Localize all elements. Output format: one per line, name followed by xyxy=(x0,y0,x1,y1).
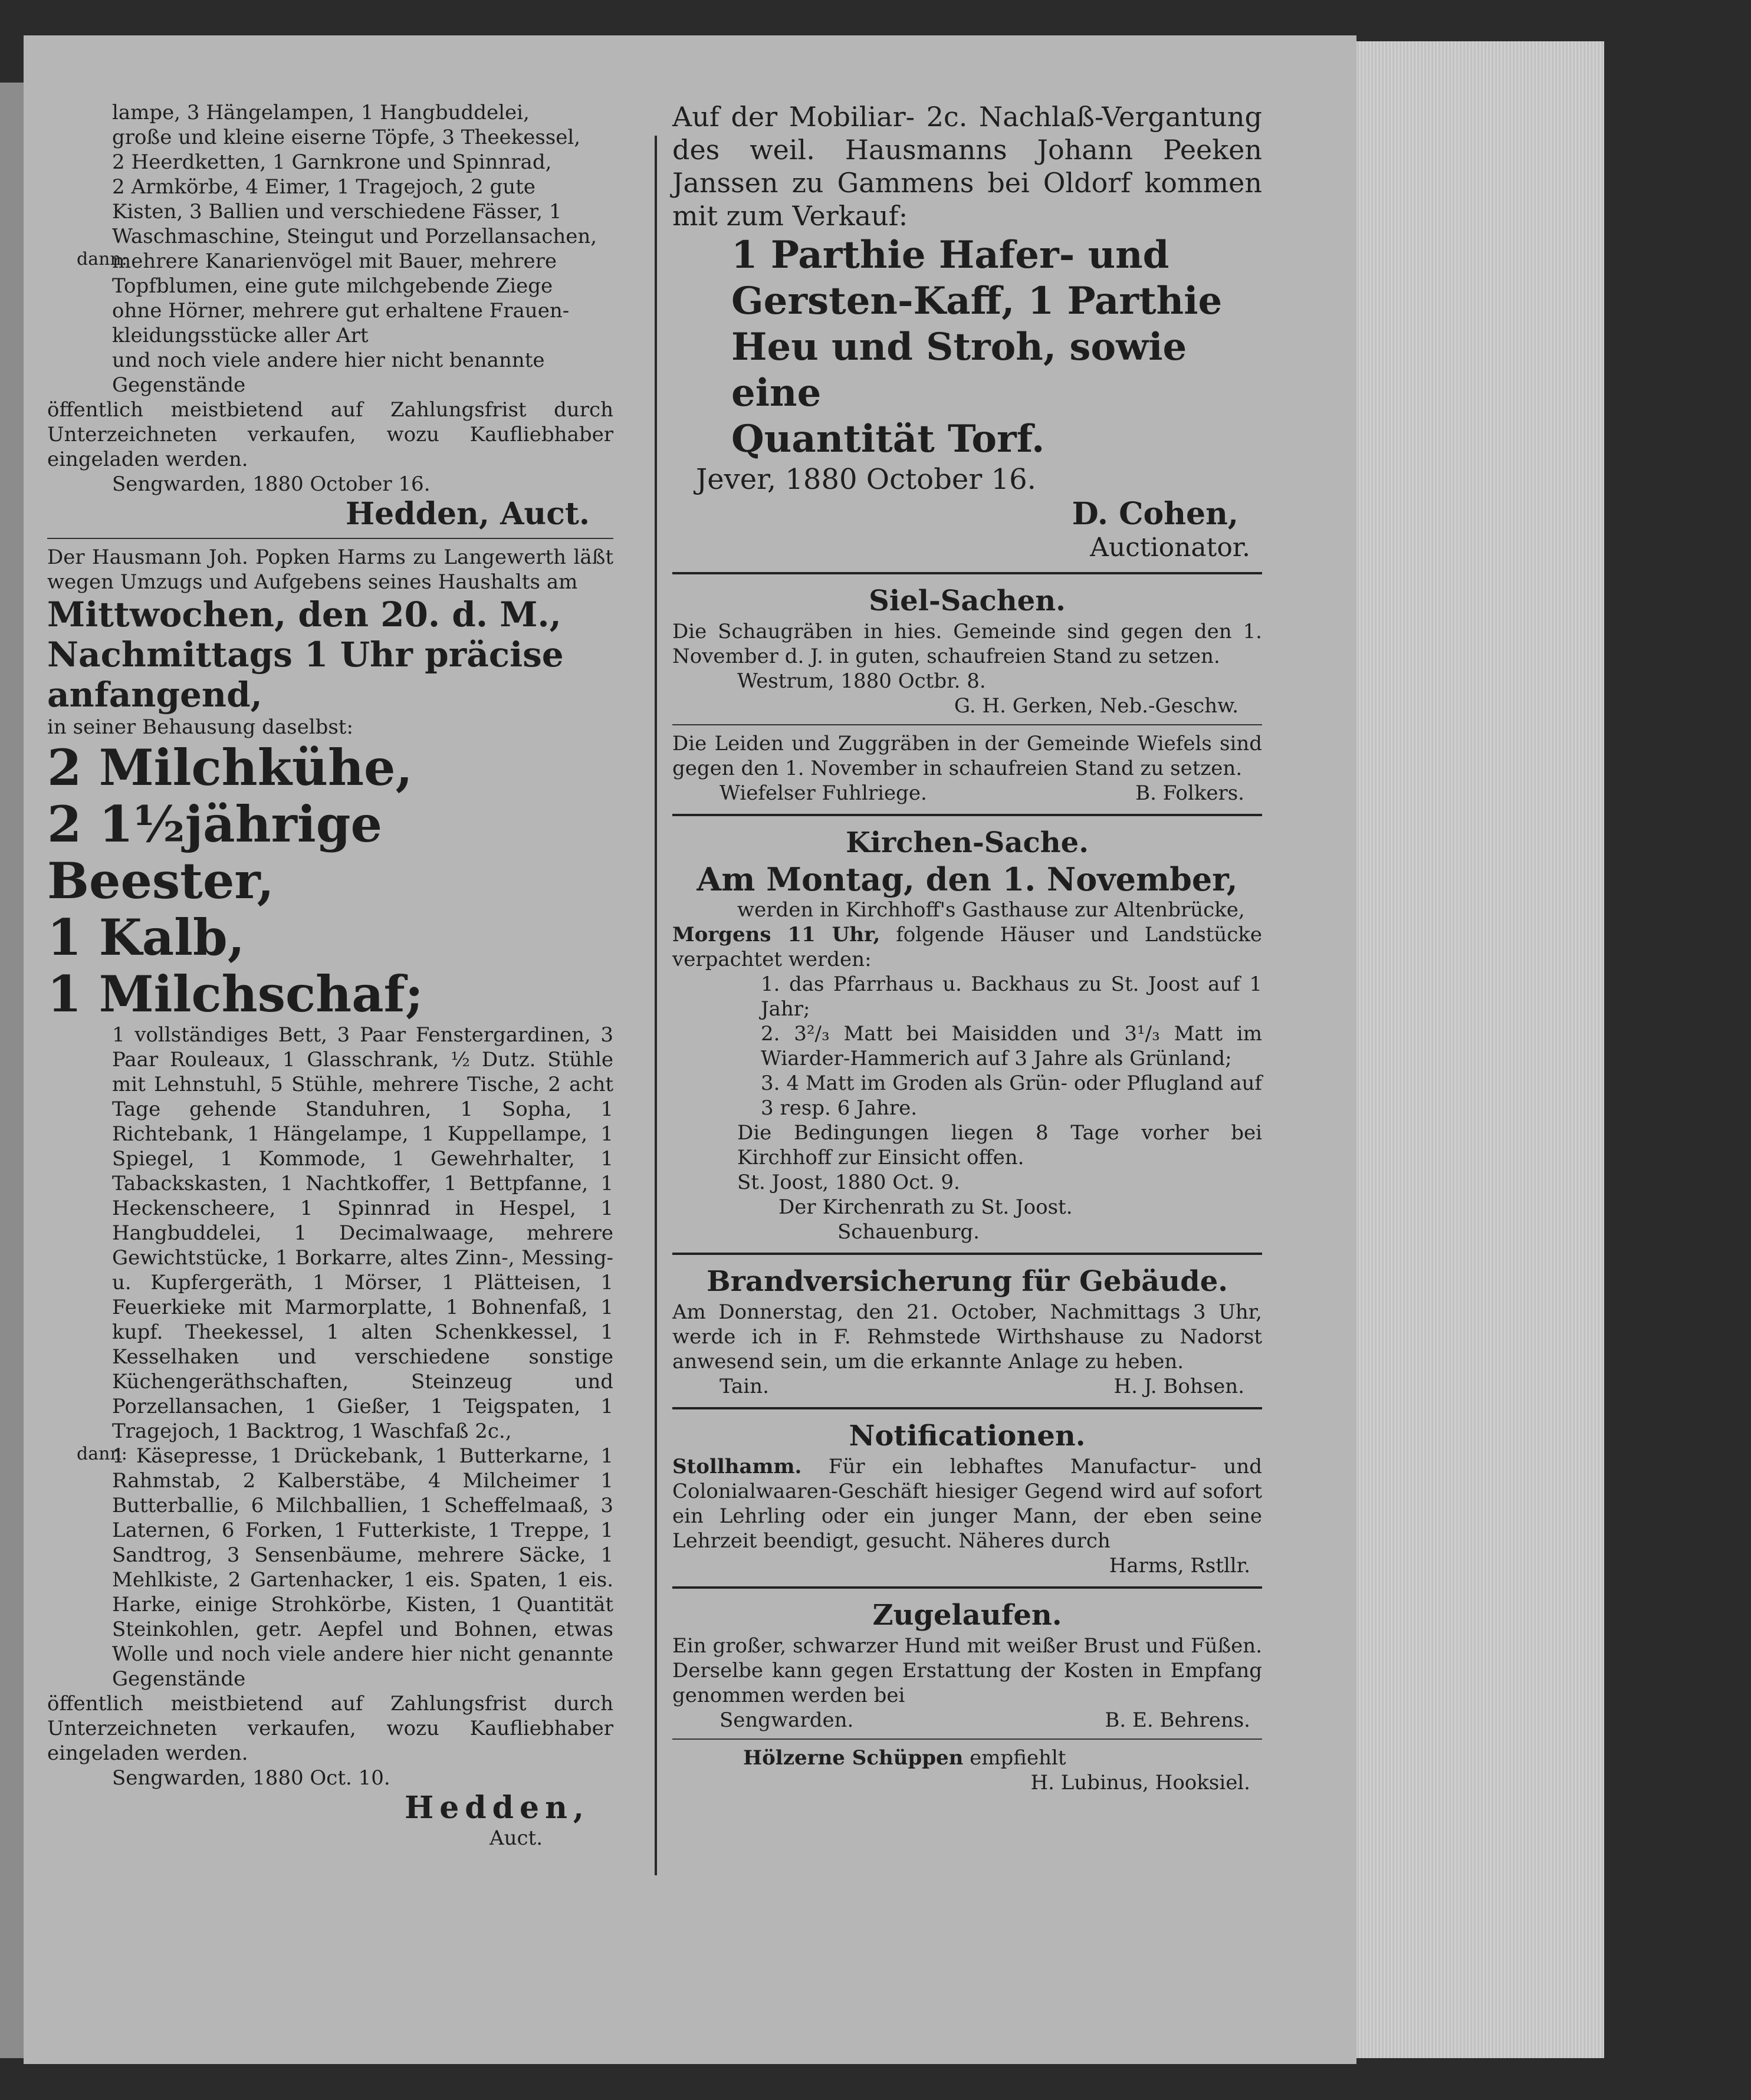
signature-row xyxy=(672,1708,1262,1733)
dann-block xyxy=(47,1444,613,1691)
big-item: 1 Kalb, xyxy=(47,908,245,967)
item-list xyxy=(47,100,613,397)
closing-text: öffentlich meistbietend auf Zahlungsfrist durch Unterzeichneten verkaufen, wozu Kaufliebhaber eingeladen werden. xyxy=(47,398,613,471)
signature: Hedden, xyxy=(405,1790,590,1826)
place: Tain. xyxy=(720,1375,769,1398)
signature: B. Folkers. xyxy=(1135,781,1244,805)
zugelaufen-ad xyxy=(672,1597,1262,1733)
brandversicherung-ad xyxy=(672,1263,1262,1399)
signature: Hedden, Auct. xyxy=(346,496,590,532)
place-date: Jever, 1880 October 16. xyxy=(696,463,1036,496)
intro-text: Auf der Mobiliar- 2c. Nachlaß-Vergantung des weil. Hausmanns Johann Peeken Janssen zu Gammens bei Oldorf kommen mit zum Verkauf: xyxy=(672,101,1262,232)
section-heading: Kirchen-Sache. xyxy=(846,826,1089,859)
big-line: 1 Parthie Hafer- und xyxy=(731,233,1169,277)
auction-ad-1 xyxy=(47,100,613,532)
section-heading: Zugelaufen. xyxy=(872,1599,1062,1632)
big-line: Heu und Stroh, sowie eine xyxy=(731,325,1187,415)
conditions-text: Die Bedingungen liegen 8 Tage vorher bei Kirchhoff zur Einsicht offen. xyxy=(737,1121,1262,1169)
lease-item: 3. 4 Matt im Groden als Grün- oder Pflugland auf 3 resp. 6 Jahre. xyxy=(761,1072,1262,1120)
body-text: Die Leiden und Zuggräben in der Gemeinde Wiefels sind gegen den 1. November in schaufreien Stand zu setzen. xyxy=(672,732,1262,780)
item-line: Kisten, 3 Ballien und verschiedene Fässer, 1 xyxy=(112,200,562,224)
signature: Der Kirchenrath zu St. Joost. xyxy=(778,1195,1073,1219)
signature: H. J. Bohsen. xyxy=(1113,1375,1244,1398)
signature: G. H. Gerken, Neb.-Geschw. xyxy=(954,694,1238,718)
signature: D. Cohen, xyxy=(1072,496,1238,532)
signature: Harms, Rstllr. xyxy=(1109,1554,1250,1578)
section-heading: Brandversicherung für Gebäude. xyxy=(707,1265,1228,1298)
item-line: Waschmaschine, Steingut und Porzellansachen, xyxy=(112,225,597,248)
divider xyxy=(672,1253,1262,1255)
signature: H. Lubinus, Hooksiel. xyxy=(1030,1771,1250,1795)
item-line: große und kleine eiserne Töpfe, 3 Theekessel, xyxy=(112,126,581,149)
divider xyxy=(672,1739,1262,1740)
section-heading: Notificationen. xyxy=(849,1419,1086,1452)
lease-item: 2. 3²/₃ Matt bei Maisidden und 3¹/₃ Matt im Wiarder-Hammerich auf 3 Jahre als Grünland; xyxy=(761,1022,1262,1070)
body-text: werden in Kirchhoff's Gasthause zur Altenbrücke, xyxy=(737,898,1245,922)
item-line: und noch viele andere hier nicht benannte xyxy=(112,349,545,372)
signature-row xyxy=(672,781,1262,806)
lease-item: 1. das Pfarrhaus u. Backhaus zu St. Joost auf 1 Jahr; xyxy=(761,972,1262,1021)
item-line: kleidungsstücke aller Art xyxy=(112,324,369,347)
divider xyxy=(672,814,1262,816)
section-heading: Siel-Sachen. xyxy=(869,584,1066,617)
item-line: ohne Hörner, mehrere gut erhaltene Frauen- xyxy=(112,299,570,323)
estate-auction-ad xyxy=(672,100,1262,564)
divider xyxy=(672,1586,1262,1589)
location-text: in seiner Behausung daselbst: xyxy=(47,715,353,739)
signature: B. E. Behrens. xyxy=(1105,1708,1250,1732)
dann-label: dann: xyxy=(77,1444,127,1464)
intro-text: Der Hausmann Joh. Popken Harms zu Langewerth läßt wegen Umzugs und Aufgebens seines Haushalts am xyxy=(47,545,613,594)
place-date: Sengwarden, 1880 Oct. 10. xyxy=(112,1766,390,1790)
dann-block xyxy=(77,249,613,397)
divider xyxy=(672,572,1262,574)
text: folgende Häuser und Landstücke verpachtet werden: xyxy=(672,923,1262,971)
left-column xyxy=(47,100,613,1928)
divider xyxy=(672,1407,1262,1409)
body-text: Die Schaugräben in hies. Gemeinde sind gegen den 1. November d. J. in guten, schaufreien Stand zu setzen. xyxy=(672,620,1262,668)
place-date: Sengwarden, 1880 October 16. xyxy=(112,472,431,496)
time-bold: Morgens 11 Uhr, xyxy=(672,923,881,947)
place: Wiefelser Fuhlriege. xyxy=(720,781,927,805)
zuggraeben-ad xyxy=(672,731,1262,806)
product-bold: Hölzerne Schüppen xyxy=(743,1746,964,1770)
divider xyxy=(47,538,613,539)
divider xyxy=(672,724,1262,725)
schueppen-ad xyxy=(672,1746,1262,1795)
big-item: 2 1½jährige Beester, xyxy=(47,795,382,910)
big-line: Quantität Torf. xyxy=(731,417,1045,461)
signature-sub: Auctionator. xyxy=(1090,533,1250,563)
place-date: St. Joost, 1880 Oct. 9. xyxy=(737,1171,960,1194)
body-text-2 xyxy=(672,922,1262,972)
body-text: Am Donnerstag, den 21. October, Nachmittags 3 Uhr, werde ich in F. Rehmstede Wirthshause zu Nadorst anwesend sein, um die erkannte Anlage zu heben. xyxy=(672,1300,1262,1373)
signature-sub: Schauenburg. xyxy=(837,1220,980,1244)
item-line: 2 Armkörbe, 4 Eimer, 1 Tragejoch, 2 gute xyxy=(112,175,536,199)
place: Sengwarden. xyxy=(720,1708,854,1732)
item-line: lampe, 3 Hängelampen, 1 Hangbuddelei, xyxy=(112,101,530,124)
body-text xyxy=(672,1454,1262,1553)
auction-date: Mittwochen, den 20. d. M., xyxy=(47,594,561,635)
item-line: mehrere Kanarienvögel mit Bauer, mehrere xyxy=(112,249,557,273)
column-divider xyxy=(655,136,657,1875)
kirchen-sache-ad xyxy=(672,824,1262,1244)
text: Für ein lebhaftes Manufactur- und Colonialwaaren-Geschäft hiesiger Gegend wird auf sofort ein Lehrling oder ein junger Mann, der eben seine Lehrzeit beendigt, gesucht. Näheres durch xyxy=(672,1455,1263,1553)
big-item: 2 Milchkühe, xyxy=(47,738,413,797)
book-page-edges xyxy=(1356,41,1604,2058)
right-column xyxy=(672,100,1262,1869)
event-date: Am Montag, den 1. November, xyxy=(697,860,1238,898)
place-bold: Stollhamm. xyxy=(672,1455,802,1478)
signature-sub: Auct. xyxy=(490,1826,543,1850)
body-text xyxy=(672,1746,1262,1770)
dann-label: dann: xyxy=(77,249,127,270)
notificationen-ad xyxy=(672,1418,1262,1578)
place-date: Westrum, 1880 Octbr. 8. xyxy=(737,669,986,693)
item-line: 2 Heerdketten, 1 Garnkrone und Spinnrad, xyxy=(112,150,552,174)
auction-ad-2 xyxy=(47,545,613,1851)
big-lines xyxy=(672,232,1262,462)
left-page-edge xyxy=(0,83,24,2058)
siel-sachen-ad xyxy=(672,583,1262,718)
closing-text: öffentlich meistbietend auf Zahlungsfrist durch Unterzeichneten verkaufen, wozu Kaufliebhaber eingeladen werden. xyxy=(47,1692,613,1765)
body-text: Ein großer, schwarzer Hund mit weißer Brust und Füßen. Derselbe kann gegen Erstattung der Kosten in Empfang genommen werden bei xyxy=(672,1634,1262,1707)
dann-text: 1 Käsepresse, 1 Drückebank, 1 Butterkarne, 1 Rahmstab, 2 Kalberstäbe, 4 Milcheimer 1 Butterballie, 6 Milchballien, 1 Scheffelmaaß, 3 Laternen, 6 Forken, 1 Futterkiste, 1 Treppe, 1 Sandtrog, 3 Sensenbäume, mehrere Säcke, 1 Mehlkiste, 2 Gartenhacker, 1 eis. Spaten, 1 eis. Harke, einige Strohkörbe, Kisten, 1 Quantität Steinkohlen, getr. Aepfel und Bohnen, etwas Wolle und noch viele andere hier nicht genannte Gegenstände xyxy=(112,1444,613,1691)
big-line: Gersten-Kaff, 1 Parthie xyxy=(731,279,1223,323)
big-item: 1 Milchschaf; xyxy=(47,965,423,1023)
text: empfiehlt xyxy=(970,1746,1066,1770)
signature-row xyxy=(672,1374,1262,1399)
item-line: Gegenstände xyxy=(112,373,246,397)
auction-time: Nachmittags 1 Uhr präcise anfangend, xyxy=(47,635,564,715)
item-line: Topfblumen, eine gute milchgebende Ziege xyxy=(112,274,553,298)
book-cover xyxy=(1604,41,1751,2058)
items-text: 1 vollständiges Bett, 3 Paar Fenstergardinen, 3 Paar Rouleaux, 1 Glasschrank, ½ Dutz. Stühle mit Lehnstuhl, 5 Stühle, mehrere Tische, 2 acht Tage gehende Standuhren, 1 Sopha, 1 Richtebank, 1 Hängelampe, 1 Kuppellampe, 1 Spiegel, 1 Kommode, 1 Gewehrhalter, 1 Tabackskasten, 1 Nachtkoffer, 1 Bettpfanne, 1 Heckenscheere, 1 Spinnrad in Hespel, 1 Hangbuddelei, 1 Decimalwaage, mehrere Gewichtstücke, 1 Borkarre, altes Zinn-, Messing- u. Kupfergeräth, 1 Mörser, 1 Plätteisen, 1 Feuerkieke mit Marmorplatte, 1 Bohnenfaß, 1 kupf. Theekessel, 1 alten Schenkkessel, 1 Kesselhaken und verschiedene sonstige Küchengeräthschaften, Steinzeug und Porzellansachen, 1 Gießer, 1 Teigspaten, 1 Tragejoch, 1 Backtrog, 1 Waschfaß 2c., xyxy=(112,1023,613,1443)
